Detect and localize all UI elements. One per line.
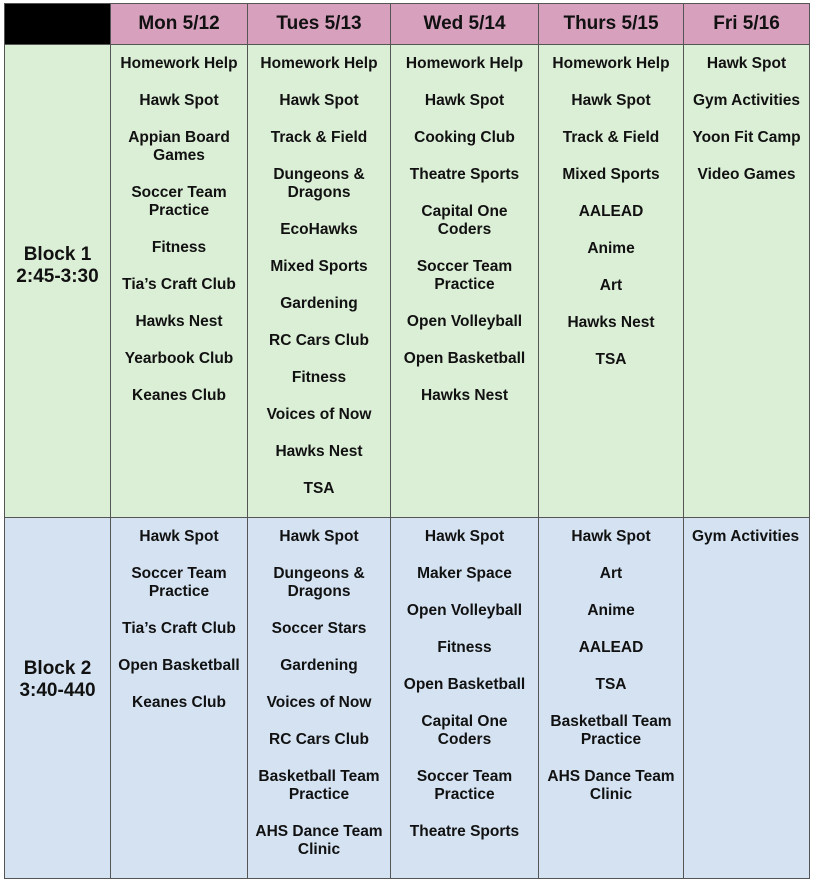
- day-header-thu: Thurs 5/15: [539, 4, 684, 45]
- block-1-label: [5, 45, 111, 518]
- activity-item: Theatre Sports: [409, 166, 520, 183]
- activity-item: Fitness: [151, 239, 207, 256]
- activity-item: Homework Help: [552, 55, 670, 72]
- activity-item: Open Volleyball: [406, 313, 523, 330]
- block-2-mon-cell: [111, 518, 248, 879]
- activity-item: Open Basketball: [403, 676, 526, 693]
- activity-item: Hawks Nest: [420, 387, 508, 404]
- activity-item: Hawk Spot: [571, 528, 651, 545]
- activity-item: Hawks Nest: [567, 314, 655, 331]
- activity-item: Open Volleyball: [406, 602, 523, 619]
- activity-item: Keanes Club: [132, 387, 226, 404]
- activity-item: RC Cars Club: [269, 731, 369, 748]
- activity-item: Hawk Spot: [279, 528, 359, 545]
- activity-item: Voices of Now: [266, 694, 372, 711]
- day-header-tue: Tues 5/13: [248, 4, 391, 45]
- activity-item: Dungeons & Dragons: [273, 166, 365, 201]
- activity-item: Hawks Nest: [275, 443, 363, 460]
- activity-item: EcoHawks: [280, 221, 358, 238]
- activity-item: Mixed Sports: [270, 258, 368, 275]
- activity-item: Gym Activities: [692, 528, 800, 545]
- activity-item: Fitness: [291, 369, 347, 386]
- activity-item: Gardening: [280, 295, 358, 312]
- corner-cell: [5, 4, 111, 45]
- activity-item: Basketball Team Practice: [258, 768, 380, 803]
- activity-item: Open Basketball: [118, 657, 240, 674]
- day-header-fri: Fri 5/16: [684, 4, 810, 45]
- activity-item: Soccer Team Practice: [416, 258, 513, 293]
- header-row: [5, 4, 810, 45]
- activity-item: Hawk Spot: [279, 92, 359, 109]
- activity-item: Hawk Spot: [424, 92, 505, 109]
- activity-item: Dungeons & Dragons: [273, 565, 365, 600]
- activity-item: Gardening: [280, 657, 358, 674]
- activity-item: AALEAD: [578, 203, 644, 220]
- activity-item: Mixed Sports: [562, 166, 660, 183]
- block-1-wed-cell: [391, 45, 539, 518]
- block-2-label: [5, 518, 111, 879]
- activity-item: AHS Dance Team Clinic: [547, 768, 675, 803]
- block-1-thu-cell: [539, 45, 684, 518]
- activity-item: Tia’s Craft Club: [122, 620, 236, 637]
- activity-item: Art: [599, 277, 623, 294]
- block-2-row: [5, 518, 810, 879]
- block-2-tue-cell: [248, 518, 391, 879]
- activity-item: Yoon Fit Camp: [692, 129, 801, 146]
- day-header-wed: Wed 5/14: [391, 4, 539, 45]
- activity-item: AALEAD: [578, 639, 644, 656]
- activity-item: Anime: [587, 602, 635, 619]
- activity-item: Hawk Spot: [139, 528, 219, 545]
- block-2-wed-cell: [391, 518, 539, 879]
- activity-item: Video Games: [697, 166, 796, 183]
- block-2-time: 3:40-440: [19, 680, 96, 701]
- activity-item: Soccer Team Practice: [131, 565, 227, 600]
- block-1-row: [5, 45, 810, 518]
- activity-item: Fitness: [437, 639, 492, 656]
- block-2-thu-cell: [539, 518, 684, 879]
- block-1-mon-cell: [111, 45, 248, 518]
- activity-item: AHS Dance Team Clinic: [255, 823, 383, 858]
- activity-item: Voices of Now: [266, 406, 372, 423]
- activity-item: Capital One Coders: [421, 203, 508, 238]
- activity-item: Capital One Coders: [421, 713, 508, 748]
- block-1-time: 2:45-3:30: [16, 266, 99, 287]
- activity-item: Yearbook Club: [124, 350, 234, 367]
- block-1-name: Block 1: [23, 244, 92, 265]
- day-header-mon: Mon 5/12: [111, 4, 248, 45]
- activity-item: TSA: [595, 351, 627, 368]
- activity-item: Track & Field: [270, 129, 368, 146]
- activity-item: Hawk Spot: [706, 55, 787, 72]
- activity-item: Soccer Team Practice: [131, 184, 227, 219]
- activity-item: TSA: [303, 480, 335, 497]
- activity-item: Cooking Club: [414, 129, 515, 146]
- schedule-table: [4, 3, 810, 879]
- activity-item: Basketball Team Practice: [550, 713, 672, 748]
- activity-item: Appian Board Games: [128, 129, 230, 164]
- activity-item: Keanes Club: [132, 694, 226, 711]
- activity-item: Soccer Stars: [271, 620, 367, 637]
- block-1-fri-cell: [684, 45, 810, 518]
- activity-item: Track & Field: [562, 129, 660, 146]
- activity-item: Theatre Sports: [409, 823, 520, 840]
- activity-item: Tia’s Craft Club: [122, 276, 236, 293]
- activity-item: RC Cars Club: [269, 332, 369, 349]
- activity-item: Homework Help: [260, 55, 378, 72]
- activity-item: Hawk Spot: [139, 92, 219, 109]
- activity-item: Gym Activities: [692, 92, 801, 109]
- block-2-fri-cell: [684, 518, 810, 879]
- activity-item: Anime: [587, 240, 635, 257]
- activity-item: Art: [599, 565, 623, 582]
- activity-item: Hawks Nest: [135, 313, 223, 330]
- activity-item: TSA: [595, 676, 627, 693]
- activity-item: Maker Space: [417, 565, 512, 582]
- activity-item: Open Basketball: [403, 350, 526, 367]
- activity-item: Hawk Spot: [424, 528, 505, 545]
- activity-item: Homework Help: [120, 55, 238, 72]
- block-1-tue-cell: [248, 45, 391, 518]
- block-2-name: Block 2: [23, 658, 92, 679]
- activity-item: Soccer Team Practice: [416, 768, 513, 803]
- activity-item: Homework Help: [405, 55, 524, 72]
- activity-item: Hawk Spot: [571, 92, 651, 109]
